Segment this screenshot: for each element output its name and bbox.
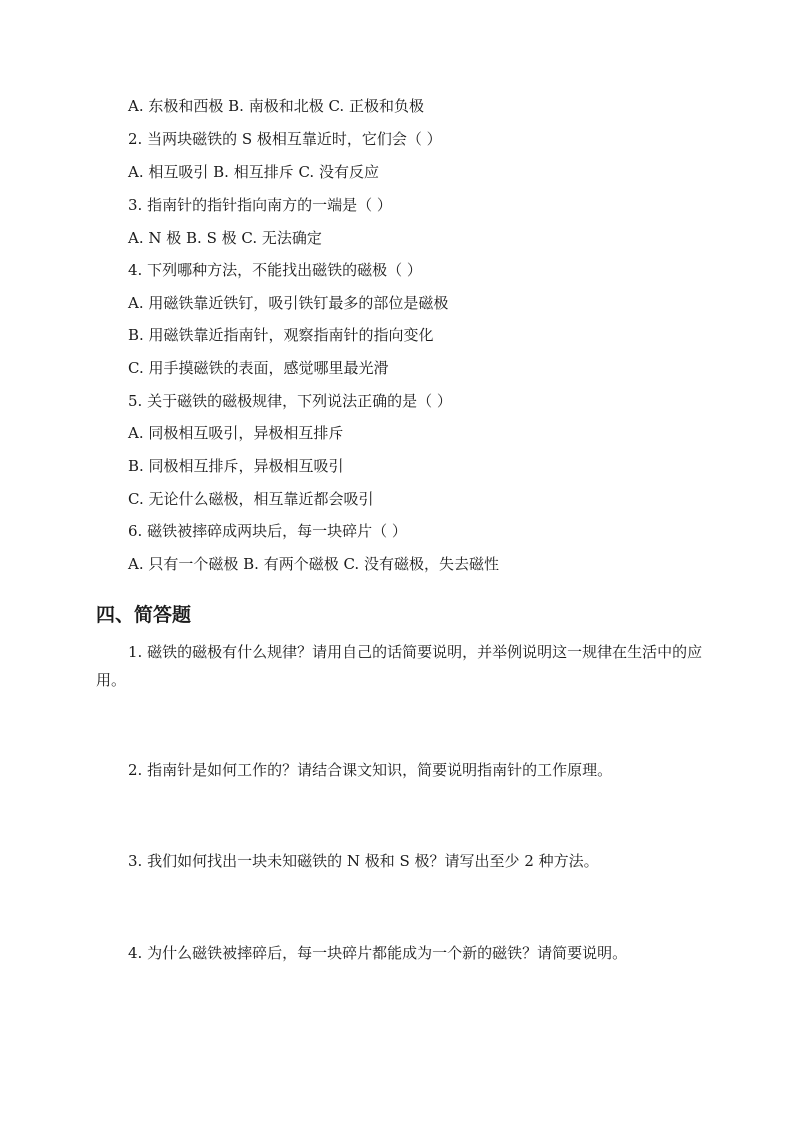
- section-title: 四、简答题: [96, 604, 192, 626]
- mc-q4-stem: 4. 下列哪种方法，不能找出磁铁的磁极（ ）: [128, 261, 422, 279]
- short-answer-q2: 2. 指南针是如何工作的？请结合课文知识，简要说明指南针的工作原理。: [128, 761, 613, 779]
- short-answer-q4: 4. 为什么磁铁被摔碎后，每一块碎片都能成为一个新的磁铁？请简要说明。: [128, 944, 628, 962]
- mc-q2-stem: 2. 当两块磁铁的 S 极相互靠近时，它们会（ ）: [128, 130, 442, 148]
- mc-q6-stem: 6. 磁铁被摔碎成两块后，每一块碎片（ ）: [128, 522, 407, 540]
- mc-q5-option-b: B. 同极相互排斥，异极相互吸引: [128, 457, 344, 475]
- mc-q1-options: A. 东极和西极 B. 南极和北极 C. 正极和负极: [128, 97, 424, 115]
- mc-q2-options: A. 相互吸引 B. 相互排斥 C. 没有反应: [128, 163, 379, 181]
- mc-q3-options: A. N 极 B. S 极 C. 无法确定: [128, 229, 322, 247]
- short-answer-q3: 3. 我们如何找出一块未知磁铁的 N 极和 S 极？请写出至少 2 种方法。: [128, 852, 599, 870]
- mc-q4-option-b: B. 用磁铁靠近指南针，观察指南针的指向变化: [128, 326, 434, 344]
- mc-q3-stem: 3. 指南针的指针指向南方的一端是（ ）: [128, 196, 392, 214]
- short-answer-q1: 1. 磁铁的磁极有什么规律？请用自己的话简要说明，并举例说明这一规律在生活中的应用。: [96, 643, 703, 689]
- mc-q5-option-c: C. 无论什么磁极，相互靠近都会吸引: [128, 490, 374, 508]
- mc-q6-options: A. 只有一个磁极 B. 有两个磁极 C. 没有磁极，失去磁性: [128, 555, 499, 573]
- mc-q5-stem: 5. 关于磁铁的磁极规律，下列说法正确的是（ ）: [128, 392, 452, 410]
- mc-q5-option-a: A. 同极相互吸引，异极相互排斥: [128, 424, 344, 442]
- mc-q4-option-c: C. 用手摸磁铁的表面，感觉哪里最光滑: [128, 359, 389, 377]
- mc-q4-option-a: A. 用磁铁靠近铁钉，吸引铁钉最多的部位是磁极: [128, 294, 449, 312]
